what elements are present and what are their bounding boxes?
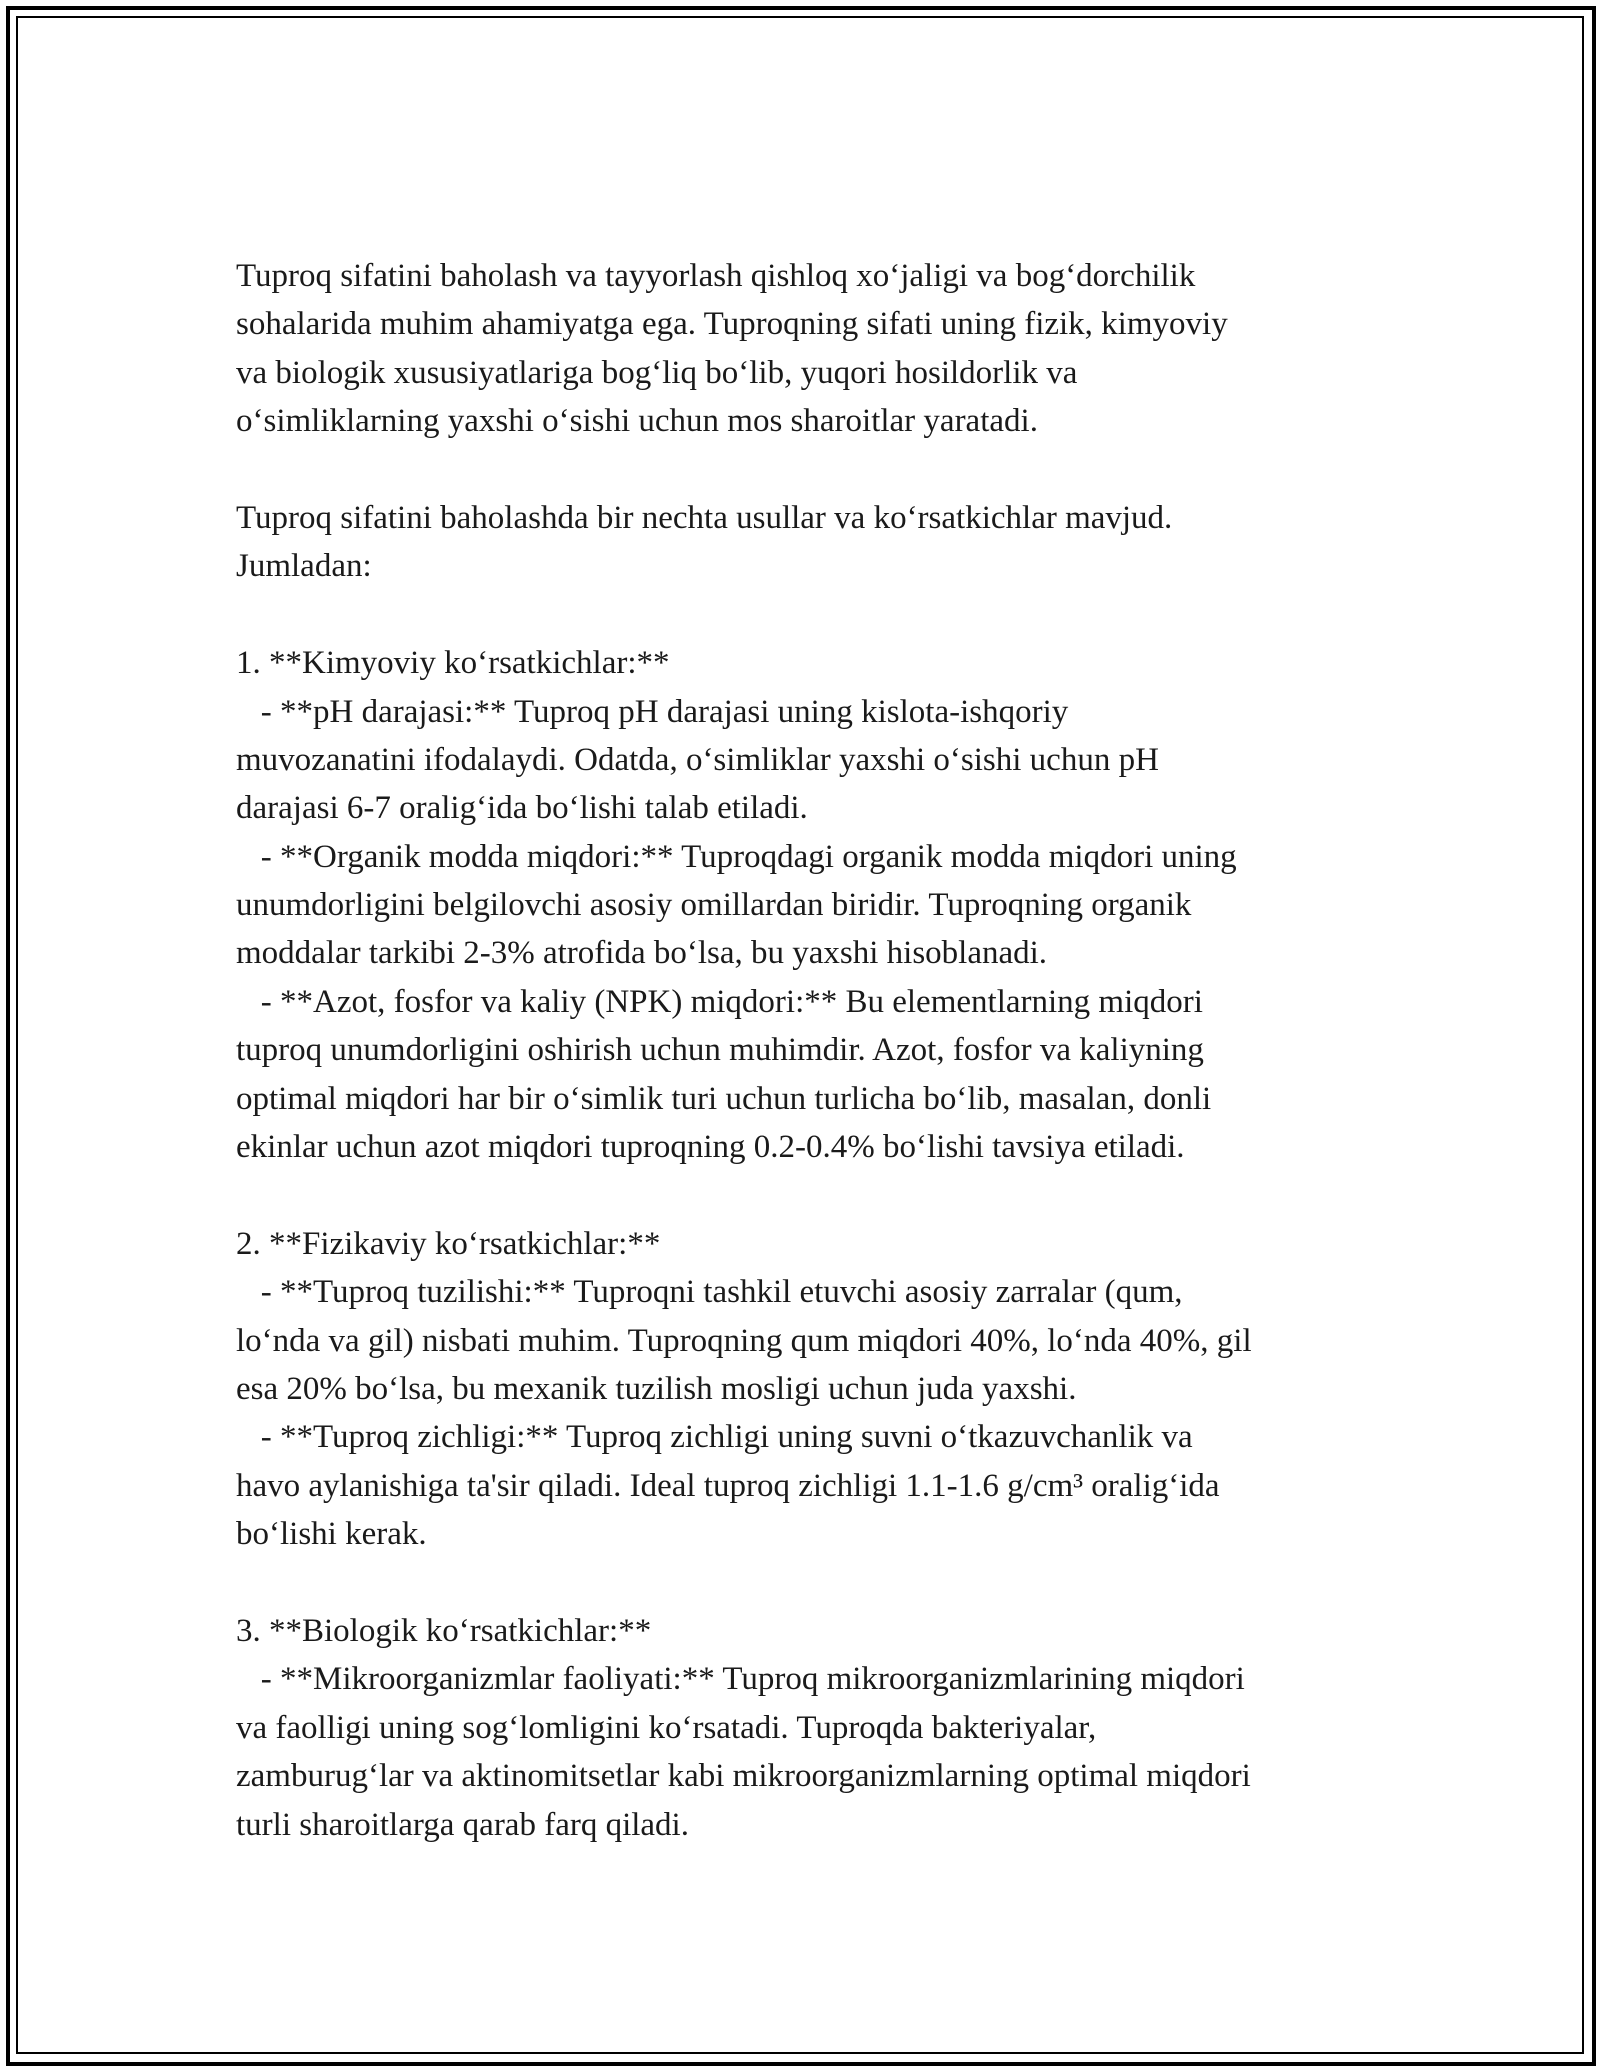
text-line: turli sharoitlarga qarab farq qiladi. [236,1806,689,1843]
text-line: havo aylanishiga ta'sir qiladi. Ideal tuproq zichligi 1.1-1.6 g/cm³ oralig‘ida [236,1467,1220,1504]
text-line: - **Tuproq tuzilishi:** Tuproqni tashkil etuvchi asosiy zarralar (qum, [236,1274,1183,1311]
text-line: Jumladan: [236,548,372,585]
text-line: optimal miqdori har bir o‘simlik turi uchun turlicha bo‘lib, masalan, donli [236,1080,1212,1117]
paragraph-spacer [236,446,1376,494]
text-line: Tuproq sifatini baholashda bir nechta usullar va ko‘rsatkichlar mavjud. [236,499,1173,536]
document-body [236,252,1376,1849]
text-line: sohalarida muhim ahamiyatga ega. Tuproqning sifati uning fizik, kimyoviy [236,306,1228,343]
text-line: - **Tuproq zichligi:** Tuproq zichligi uning suvni o‘tkazuvchanlik va [236,1419,1193,1456]
text-line: darajasi 6-7 oralig‘ida bo‘lishi talab etiladi. [236,790,808,827]
paragraph-spacer [236,1171,1376,1219]
section-heading: 3. **Biologik ko‘rsatkichlar:** [236,1612,652,1649]
text-line: moddalar tarkibi 2-3% atrofida bo‘lsa, bu yaxshi hisoblanadi. [236,935,1048,972]
paragraph-intro [236,252,1376,446]
text-line: - **Organik modda miqdori:** Tuproqdagi organik modda miqdori uning [236,838,1237,875]
text-line: - **Azot, fosfor va kaliy (NPK) miqdori:** Bu elementlarning miqdori [236,983,1203,1020]
text-line: - **pH darajasi:** Tuproq pH darajasi uning kislota-ishqoriy [236,693,1069,730]
section-chemical-indicators [236,639,1376,1171]
section-biological-indicators [236,1607,1376,1849]
text-line: unumdorligini belgilovchi asosiy omillardan biridir. Tuproqning organik [236,887,1192,924]
text-line: ekinlar uchun azot miqdori tuproqning 0.2-0.4% bo‘lishi tavsiya etiladi. [236,1129,1185,1166]
text-line: muvozanatini ifodalaydi. Odatda, o‘simliklar yaxshi o‘sishi uchun pH [236,741,1159,778]
text-line: va biologik xususiyatlariga bog‘liq bo‘lib, yuqori hosildorlik va [236,354,1078,391]
paragraph-spacer [236,1559,1376,1607]
paragraph-methods [236,494,1376,591]
section-heading: 2. **Fizikaviy ko‘rsatkichlar:** [236,1225,661,1262]
paragraph-spacer [236,591,1376,639]
section-heading: 1. **Kimyoviy ko‘rsatkichlar:** [236,645,670,682]
text-line: lo‘nda va gil) nisbati muhim. Tuproqning qum miqdori 40%, lo‘nda 40%, gil [236,1322,1252,1359]
text-line: tuproq unumdorligini oshirish uchun muhimdir. Azot, fosfor va kaliyning [236,1032,1204,1069]
text-line: esa 20% bo‘lsa, bu mexanik tuzilish mosligi uchun juda yaxshi. [236,1370,1077,1407]
text-line: va faolligi uning sog‘lomligini ko‘rsatadi. Tuproqda bakteriyalar, [236,1709,1097,1746]
text-line: bo‘lishi kerak. [236,1516,427,1553]
text-line: Tuproq sifatini baholash va tayyorlash qishloq xo‘jaligi va bog‘dorchilik [236,258,1196,294]
section-physical-indicators [236,1220,1376,1559]
text-line: o‘simliklarning yaxshi o‘sishi uchun mos sharoitlar yaratadi. [236,403,1038,440]
text-line: zamburug‘lar va aktinomitsetlar kabi mikroorganizmlarning optimal miqdori [236,1758,1251,1795]
text-line: - **Mikroorganizmlar faoliyati:** Tuproq mikroorganizmlarining miqdori [236,1661,1245,1698]
